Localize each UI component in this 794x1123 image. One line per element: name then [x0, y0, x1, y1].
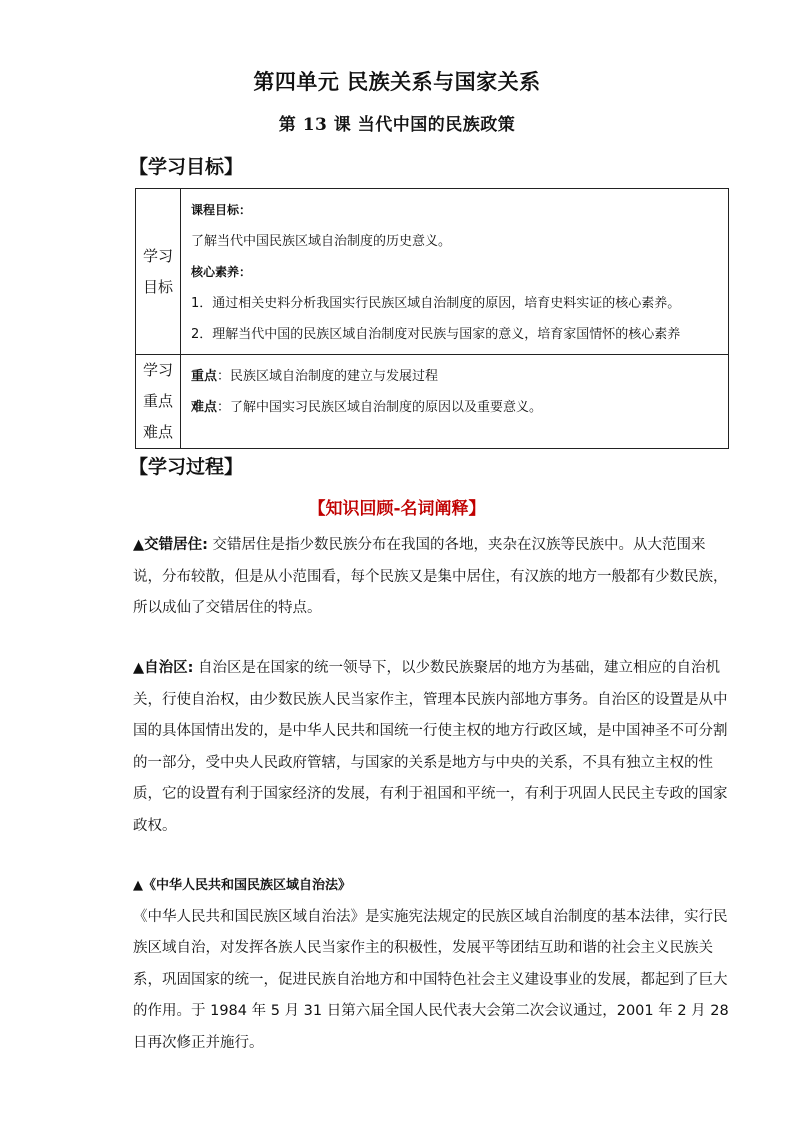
term-text: 自治区是在国家的统一领导下，以少数民族聚居的地方为基础，建立相应的自治机关，行使自治权，由少数民族人民当家作主，管理本民族内部地方事务。自治区的设置是从中国的具体国情出发的，是中华人民共和国统一行使主权的地方行政区域，是中国神圣不可分割的一部分，受中央人民政府管辖，与国家的关系是地方与中央的关系，不具有独立主权的性质，它的设置有利于国家经济的发展，有利于祖国和平统一，有利于巩固人民民主专政的国家政权。: [133, 660, 728, 834]
goals-heading: 【学习目标】: [129, 156, 244, 178]
goals-row-content: [181, 189, 729, 355]
knowledge-review-heading: 【知识回顾-名词阐释】: [308, 499, 486, 519]
term-text: 交错居住是指少数民族分布在我国的各地，夹杂在汉族等民族中。从大范围来说，分布较散，但是从小范围看，每个民族又是集中居住，有汉族的地方一般都有少数民族，所以成仙了交错居住的特点。: [133, 537, 728, 616]
difficult-point-text: ：了解中国实习民族区域自治制度的原因以及重要意义。: [217, 400, 543, 415]
process-heading: 【学习过程】: [129, 456, 244, 478]
core-literacy-item-2: 2．理解当代中国的民族区域自治制度对民族与国家的意义，培育家国情怀的核心素养: [191, 327, 681, 342]
key-point-label: 重点: [191, 369, 218, 384]
goals-row: [136, 189, 729, 355]
lesson-title: 第 13 课 当代中国的民族政策: [278, 115, 516, 135]
term-text: 《中华人民共和国民族区域自治法》是实施宪法规定的民族区域自治制度的基本法律，实行民族区域自治，对发挥各族人民当家作主的积极性，发展平等团结互助和谐的社会主义民族关系，巩固国家的统一，促进民族自治地方和中国特色社会主义建设事业的发展，都起到了巨大的作用。于 1984 年 5 月 31 日第六届全国人民代表大会第二次会议通过，2001 年 2 月 28 日再次修正并施行。: [133, 908, 729, 1051]
core-literacy-label: 核心素养：: [191, 265, 252, 279]
unit-title: 第四单元 民族关系与国家关系: [253, 69, 541, 94]
key-label-line-3: 难点: [142, 423, 173, 441]
course-goal-text: 了解当代中国民族区域自治制度的历史意义。: [191, 234, 452, 249]
key-points-row-label: [136, 355, 181, 449]
key-label-line-2: 重点: [142, 392, 173, 410]
term-paragraph-autonomy-law: [133, 870, 733, 1059]
goals-row-label: [136, 189, 181, 355]
core-literacy-item-1: 1．通过相关史料分析我国实行民族区域自治制度的原因，培育史料实证的核心素养。: [191, 296, 681, 311]
goals-label-line-1: 学习: [142, 246, 173, 265]
difficult-point-label: 难点: [191, 400, 218, 415]
key-label-line-1: 学习: [142, 361, 173, 379]
key-point-line: [191, 361, 718, 392]
key-point-text: ：民族区域自治制度的建立与发展过程: [217, 369, 439, 384]
goals-table: [135, 188, 729, 449]
term-paragraph-autonomous-region: [133, 653, 733, 842]
difficult-point-line: [191, 392, 718, 423]
key-points-row: [136, 355, 729, 449]
course-goal-label: 课程目标：: [191, 203, 252, 217]
term-label: ▲自治区:: [133, 660, 194, 676]
term-label: ▲《中华人民共和国民族区域自治法》: [133, 878, 351, 893]
term-label: ▲交错居住:: [133, 537, 208, 553]
term-paragraph-interleaved: [133, 530, 733, 625]
goals-label-line-2: 目标: [142, 277, 173, 296]
key-points-row-content: [181, 355, 729, 449]
